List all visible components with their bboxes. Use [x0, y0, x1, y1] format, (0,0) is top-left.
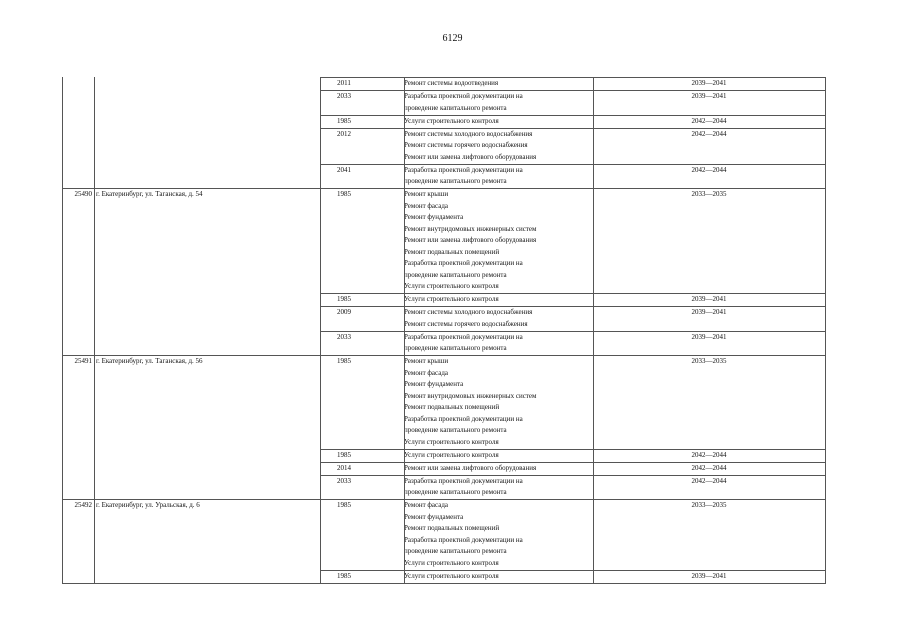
table-row [62, 293, 825, 306]
works-cell [404, 165, 592, 188]
works-cell [404, 294, 592, 306]
column-divider [593, 77, 594, 584]
work-item: Разработка проектной документации на [404, 332, 523, 341]
works-cell [404, 463, 592, 475]
work-item: Услуги строительного контроля [404, 437, 499, 446]
year-cell: 2009 [337, 308, 351, 316]
year-cell: 1985 [337, 571, 351, 580]
table-row [62, 499, 825, 570]
capital-repair-table [62, 77, 825, 584]
merged-cell-mask [62, 462, 320, 463]
works-cell [404, 189, 592, 293]
period-cell: 2042—2044 [691, 476, 727, 485]
works-cell [404, 571, 592, 583]
period-cell: 2039—2041 [691, 79, 727, 87]
work-item: Разработка проектной документации на [404, 535, 523, 544]
year-cell: 2033 [337, 332, 351, 341]
table-row [62, 355, 825, 449]
table-row [62, 449, 825, 462]
work-item: Ремонт системы холодного водоснабжения [404, 308, 533, 316]
table-row [62, 77, 825, 90]
table-row [62, 462, 825, 475]
work-item: Услуги строительного контроля [404, 450, 499, 459]
year-cell: 2012 [337, 129, 351, 138]
merged-cell-mask [62, 164, 320, 165]
column-divider [825, 77, 826, 584]
table-row [62, 164, 825, 189]
works-cell [404, 356, 592, 448]
works-cell [404, 307, 592, 330]
works-cell [404, 476, 592, 499]
work-item: проведение капитального ремонта [404, 177, 507, 185]
merged-cell-mask [62, 90, 320, 91]
period-cell: 2039—2041 [691, 571, 727, 580]
work-item: Разработка проектной документации на [404, 259, 523, 267]
works-cell [404, 78, 592, 90]
work-item: проведение капитального ремонта [404, 426, 507, 434]
period-cell: 2042—2044 [691, 129, 727, 138]
work-item: Ремонт фасада [404, 501, 449, 509]
work-item: Разработка проектной документации на [404, 92, 523, 100]
year-cell: 1985 [337, 295, 351, 303]
building-id: 25492 [74, 501, 92, 509]
work-item: проведение капитального ремонта [404, 270, 507, 279]
year-cell: 1985 [337, 501, 351, 509]
work-item: Ремонт внутридомовых инженерных систем [404, 224, 537, 233]
merged-cell-mask [62, 331, 320, 332]
building-address: г. Екатеринбург, ул. Таганская, д. 56 [96, 357, 203, 365]
work-item: Услуги строительного контроля [404, 282, 499, 290]
work-item: Услуги строительного контроля [404, 558, 499, 567]
year-cell: 1985 [337, 190, 351, 198]
work-item: Услуги строительного контроля [404, 295, 499, 303]
building-id: 25490 [74, 190, 92, 198]
merged-cell-mask [62, 570, 320, 571]
merged-cell-mask [62, 293, 320, 294]
works-cell [404, 500, 592, 569]
table-row [62, 128, 825, 164]
merged-cell-mask [62, 306, 320, 307]
year-cell: 1985 [337, 357, 351, 365]
work-item: проведение капитального ремонта [404, 103, 507, 112]
period-cell: 2033—2035 [691, 190, 727, 198]
period-cell: 2033—2035 [691, 501, 727, 509]
year-cell: 2011 [337, 79, 351, 87]
work-item: Ремонт или замена лифтового оборудования [404, 236, 537, 244]
work-item: Ремонт фундамента [404, 213, 464, 221]
merged-cell-mask [62, 475, 320, 476]
work-item: Ремонт крыши [404, 357, 449, 365]
work-item: Ремонт фундамента [404, 380, 464, 388]
column-divider [404, 77, 405, 584]
period-cell: 2039—2041 [691, 92, 727, 100]
works-cell [404, 91, 592, 114]
period-cell: 2039—2041 [691, 295, 727, 303]
period-cell: 2042—2044 [691, 116, 727, 125]
table-row [62, 570, 825, 584]
work-item: Ремонт системы горячего водоснабжения [404, 319, 528, 328]
work-item: Разработка проектной документации на [404, 165, 523, 174]
period-cell: 2042—2044 [691, 165, 727, 174]
work-item: проведение капитального ремонта [404, 488, 507, 496]
work-item: Ремонт подвальных помещений [404, 403, 500, 411]
year-cell: 1985 [337, 116, 351, 125]
work-item: Ремонт подвальных помещений [404, 247, 500, 256]
column-divider [62, 77, 63, 584]
merged-cell-mask [62, 449, 320, 450]
year-cell: 2041 [337, 165, 351, 174]
building-id: 25491 [74, 357, 92, 365]
merged-cell-mask [62, 128, 320, 129]
works-cell [404, 116, 592, 128]
merged-cell-mask [62, 115, 320, 116]
work-item: Разработка проектной документации на [404, 414, 523, 423]
page-number: 6129 [442, 33, 463, 44]
work-item: Ремонт внутридомовых инженерных систем [404, 391, 537, 400]
work-item: Ремонт или замена лифтового оборудования [404, 152, 537, 161]
works-cell [404, 129, 592, 164]
work-item: Услуги строительного контроля [404, 116, 499, 125]
period-cell: 2042—2044 [691, 463, 727, 472]
year-cell: 2033 [337, 92, 351, 100]
year-cell: 2033 [337, 476, 351, 485]
table-row [62, 306, 825, 331]
work-item: Ремонт подвальных помещений [404, 524, 500, 532]
table-row [62, 188, 825, 293]
work-item: Ремонт фасада [404, 368, 449, 377]
building-address: г. Екатеринбург, ул. Таганская, д. 54 [96, 190, 203, 198]
year-cell: 2014 [337, 463, 351, 472]
work-item: Ремонт или замена лифтового оборудования [404, 463, 537, 472]
work-item: Ремонт системы водоотведения [404, 79, 499, 87]
work-item: Ремонт системы холодного водоснабжения [404, 129, 533, 138]
table-row [62, 331, 825, 356]
work-item: Разработка проектной документации на [404, 476, 523, 485]
work-item: проведение капитального ремонта [404, 344, 507, 352]
merged-cell-mask [62, 77, 320, 78]
table-row [62, 90, 825, 115]
work-item: Ремонт системы горячего водоснабжения [404, 141, 528, 149]
column-divider [320, 77, 321, 584]
work-item: Ремонт крыши [404, 190, 449, 198]
table-row [62, 115, 825, 128]
works-cell [404, 450, 592, 462]
work-item: Услуги строительного контроля [404, 571, 499, 580]
work-item: проведение капитального ремонта [404, 547, 507, 555]
work-item: Ремонт фасада [404, 201, 449, 210]
period-cell: 2039—2041 [691, 332, 727, 341]
works-cell [404, 332, 592, 355]
year-cell: 1985 [337, 450, 351, 459]
period-cell: 2042—2044 [691, 450, 727, 459]
table-row [62, 475, 825, 500]
work-item: Ремонт фундамента [404, 512, 464, 521]
column-divider [94, 77, 95, 584]
building-address: г. Екатеринбург, ул. Уральская, д. 6 [96, 501, 200, 509]
period-cell: 2039—2041 [691, 308, 727, 316]
period-cell: 2033—2035 [691, 357, 727, 365]
